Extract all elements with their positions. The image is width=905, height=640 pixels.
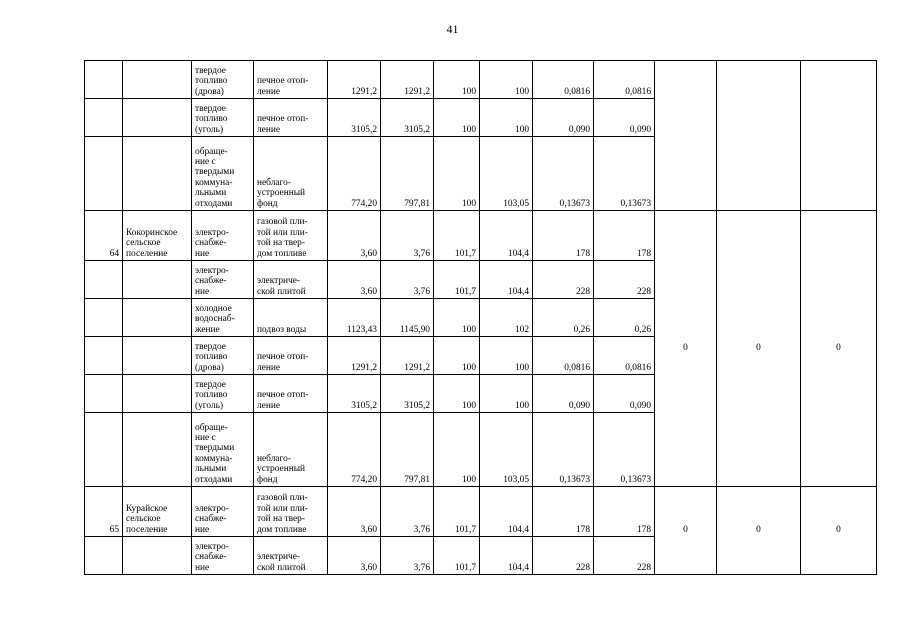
- merged-value-cell: 0: [717, 211, 801, 487]
- value-cell: 774,20: [328, 413, 381, 487]
- resource-cell: твердое топливо (дрова): [192, 61, 254, 99]
- merged-value-cell: 0: [717, 487, 801, 575]
- value-cell: 3105,2: [328, 99, 381, 137]
- value-cell: 100: [434, 61, 480, 99]
- resource-cell: холодное водоснаб- жение: [192, 299, 254, 337]
- value-cell: 103,05: [480, 413, 533, 487]
- resource-cell: обраще- ние с твердыми коммуна- льными отходами: [192, 413, 254, 487]
- value-cell: 3105,2: [328, 375, 381, 413]
- value-cell: 100: [434, 99, 480, 137]
- row-number: [85, 261, 123, 299]
- value-cell: 3,60: [328, 537, 381, 575]
- value-cell: 104,4: [480, 537, 533, 575]
- value-cell: 101,7: [434, 537, 480, 575]
- purpose-cell: печное отоп- ление: [254, 337, 328, 375]
- settlement-cell: [123, 261, 192, 299]
- value-cell: 0,090: [594, 375, 655, 413]
- merged-value-cell: 0: [655, 211, 717, 487]
- value-cell: 104,4: [480, 261, 533, 299]
- value-cell: 178: [533, 487, 594, 537]
- value-cell: 3,60: [328, 487, 381, 537]
- table-row: [85, 487, 877, 537]
- value-cell: 104,4: [480, 211, 533, 261]
- value-cell: 228: [533, 537, 594, 575]
- purpose-cell: подвоз воды: [254, 299, 328, 337]
- value-cell: 102: [480, 299, 533, 337]
- value-cell: 178: [533, 211, 594, 261]
- value-cell: 0,13673: [594, 137, 655, 211]
- value-cell: 3,76: [381, 211, 434, 261]
- value-cell: 101,7: [434, 211, 480, 261]
- row-number: [85, 413, 123, 487]
- value-cell: 3,76: [381, 261, 434, 299]
- row-number: 65: [85, 487, 123, 537]
- resource-cell: твердое топливо (уголь): [192, 375, 254, 413]
- value-cell: 178: [594, 211, 655, 261]
- merged-value-cell: 0: [655, 487, 717, 575]
- settlement-cell: [123, 537, 192, 575]
- purpose-cell: неблаго- устроенный фонд: [254, 413, 328, 487]
- value-cell: 0,090: [533, 99, 594, 137]
- purpose-cell: газовой пли- той или пли- той на твер- дом топливе: [254, 211, 328, 261]
- value-cell: 228: [594, 537, 655, 575]
- settlement-cell: [123, 299, 192, 337]
- value-cell: 0,0816: [594, 337, 655, 375]
- table-row: [85, 61, 877, 99]
- value-cell: 103,05: [480, 137, 533, 211]
- settlement-cell: [123, 337, 192, 375]
- merged-empty-cell: [801, 61, 877, 211]
- value-cell: 774,20: [328, 137, 381, 211]
- settlement-cell: [123, 61, 192, 99]
- purpose-cell: газовой пли- той или пли- той на твер- дом топливе: [254, 487, 328, 537]
- settlement-cell: [123, 99, 192, 137]
- merged-value-cell: 0: [801, 211, 877, 487]
- page-number: 41: [446, 22, 459, 36]
- value-cell: 0,090: [594, 99, 655, 137]
- value-cell: 1291,2: [328, 337, 381, 375]
- value-cell: 0,26: [533, 299, 594, 337]
- settlement-cell: [123, 375, 192, 413]
- purpose-cell: печное отоп- ление: [254, 61, 328, 99]
- resource-cell: электро- снабже- ние: [192, 211, 254, 261]
- value-cell: 0,13673: [533, 413, 594, 487]
- value-cell: 100: [434, 299, 480, 337]
- value-cell: 1291,2: [381, 61, 434, 99]
- resource-cell: твердое топливо (уголь): [192, 99, 254, 137]
- value-cell: 797,81: [381, 413, 434, 487]
- value-cell: 0,090: [533, 375, 594, 413]
- value-cell: 100: [480, 61, 533, 99]
- row-number: [85, 61, 123, 99]
- table-row: [85, 211, 877, 261]
- value-cell: 3,76: [381, 537, 434, 575]
- row-number: [85, 137, 123, 211]
- value-cell: 228: [594, 261, 655, 299]
- purpose-cell: неблаго- устроенный фонд: [254, 137, 328, 211]
- row-number: [85, 299, 123, 337]
- value-cell: 100: [434, 413, 480, 487]
- value-cell: 100: [434, 337, 480, 375]
- value-cell: 0,0816: [533, 61, 594, 99]
- value-cell: 3105,2: [381, 375, 434, 413]
- value-cell: 3,76: [381, 487, 434, 537]
- purpose-cell: печное отоп- ление: [254, 375, 328, 413]
- resource-cell: электро- снабже- ние: [192, 487, 254, 537]
- purpose-cell: электриче- ской плитой: [254, 537, 328, 575]
- resource-cell: твердое топливо (дрова): [192, 337, 254, 375]
- settlement-cell: [123, 413, 192, 487]
- purpose-cell: печное отоп- ление: [254, 99, 328, 137]
- row-number: [85, 375, 123, 413]
- value-cell: 0,13673: [594, 413, 655, 487]
- value-cell: 101,7: [434, 487, 480, 537]
- resource-cell: электро- снабже- ние: [192, 261, 254, 299]
- merged-empty-cell: [717, 61, 801, 211]
- value-cell: 797,81: [381, 137, 434, 211]
- value-cell: 100: [434, 137, 480, 211]
- value-cell: 100: [434, 375, 480, 413]
- value-cell: 0,26: [594, 299, 655, 337]
- settlement-cell: Курайское сельское поселение: [123, 487, 192, 537]
- value-cell: 1145,90: [381, 299, 434, 337]
- row-number: [85, 99, 123, 137]
- row-number: [85, 537, 123, 575]
- value-cell: 1123,43: [328, 299, 381, 337]
- purpose-cell: электриче- ской плитой: [254, 261, 328, 299]
- value-cell: 3105,2: [381, 99, 434, 137]
- value-cell: 101,7: [434, 261, 480, 299]
- settlement-cell: [123, 137, 192, 211]
- value-cell: 0,0816: [594, 61, 655, 99]
- value-cell: 0,0816: [533, 337, 594, 375]
- settlement-cell: Кокоринское сельское поселение: [123, 211, 192, 261]
- value-cell: 0,13673: [533, 137, 594, 211]
- value-cell: 100: [480, 99, 533, 137]
- merged-empty-cell: [655, 61, 717, 211]
- row-number: [85, 337, 123, 375]
- value-cell: 1291,2: [381, 337, 434, 375]
- merged-value-cell: 0: [801, 487, 877, 575]
- row-number: 64: [85, 211, 123, 261]
- value-cell: 1291,2: [328, 61, 381, 99]
- resource-cell: электро- снабже- ние: [192, 537, 254, 575]
- tariff-table: [84, 60, 877, 575]
- value-cell: 104,4: [480, 487, 533, 537]
- value-cell: 228: [533, 261, 594, 299]
- value-cell: 100: [480, 375, 533, 413]
- resource-cell: обраще- ние с твердыми коммуна- льными отходами: [192, 137, 254, 211]
- value-cell: 178: [594, 487, 655, 537]
- value-cell: 100: [480, 337, 533, 375]
- value-cell: 3,60: [328, 211, 381, 261]
- value-cell: 3,60: [328, 261, 381, 299]
